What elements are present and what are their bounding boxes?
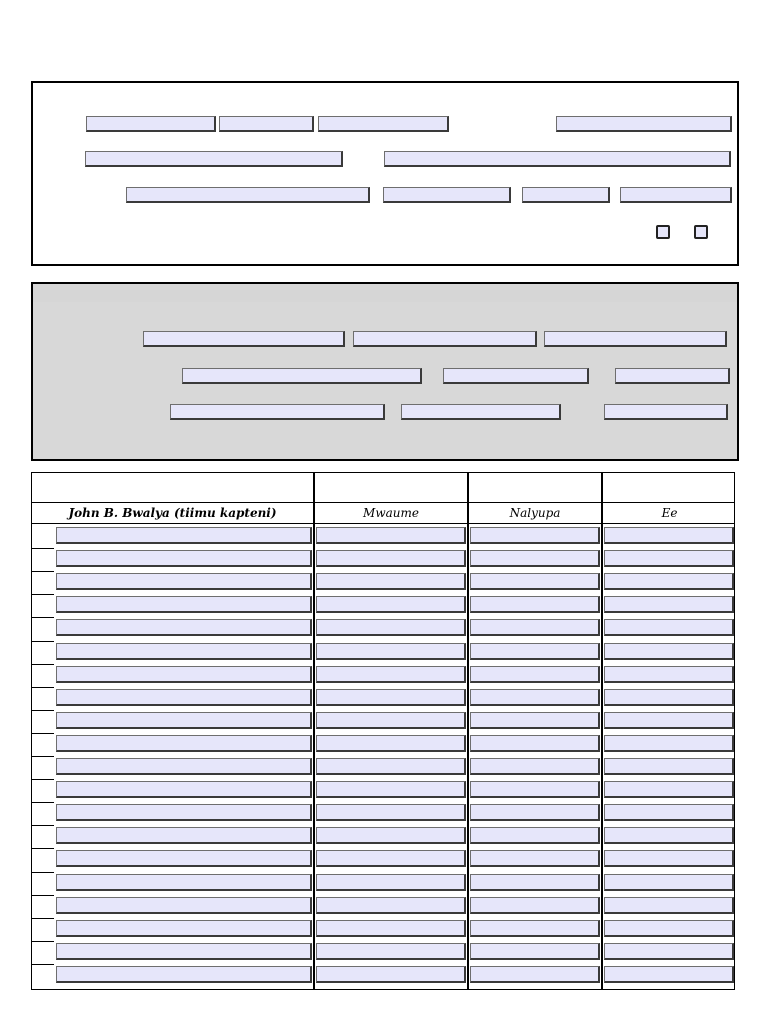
row-tick (32, 872, 54, 873)
table-cell-input[interactable] (470, 758, 600, 775)
table-row (32, 825, 734, 848)
text-field[interactable] (383, 187, 511, 203)
checkbox[interactable] (656, 225, 670, 239)
row-tick (32, 617, 54, 618)
table-cell-input[interactable] (604, 781, 734, 798)
table-cell-input[interactable] (56, 573, 312, 590)
text-field[interactable] (182, 368, 422, 384)
table-cell-input[interactable] (56, 758, 312, 775)
table-cell-input[interactable] (316, 874, 466, 891)
table-row (32, 710, 734, 733)
table-cell-input[interactable] (604, 827, 734, 844)
text-field[interactable] (384, 151, 731, 167)
table-cell-input[interactable] (470, 712, 600, 729)
table-cell-input[interactable] (56, 966, 312, 983)
table-cell-input[interactable] (316, 781, 466, 798)
section-2-header-bar (31, 282, 739, 304)
table-cell-input[interactable] (470, 666, 600, 683)
table-cell-input[interactable] (316, 897, 466, 914)
table-cell-input[interactable] (470, 527, 600, 544)
table-cell-input[interactable] (604, 897, 734, 914)
text-field[interactable] (401, 404, 561, 420)
table-row (32, 941, 734, 964)
table-cell-input[interactable] (316, 804, 466, 821)
row-tick (32, 802, 54, 803)
row-tick (32, 594, 54, 595)
column-header-name: John B. Bwalya (tiimu kapteni) (68, 506, 277, 520)
table-row (32, 802, 734, 825)
table-cell-input[interactable] (604, 550, 734, 567)
table-cell-input[interactable] (470, 689, 600, 706)
table-cell-input[interactable] (604, 666, 734, 683)
table-row (32, 964, 734, 987)
table-cell-input[interactable] (56, 666, 312, 683)
table-cell-input[interactable] (604, 966, 734, 983)
table-cell-input[interactable] (56, 712, 312, 729)
table-cell-input[interactable] (316, 827, 466, 844)
table-cell-input[interactable] (470, 643, 600, 660)
table-cell-input[interactable] (56, 897, 312, 914)
table-row (32, 664, 734, 687)
table-cell-input[interactable] (56, 781, 312, 798)
text-field[interactable] (126, 187, 370, 203)
table-cell-input[interactable] (470, 827, 600, 844)
table-cell-input[interactable] (604, 573, 734, 590)
table-cell-input[interactable] (470, 550, 600, 567)
row-tick (32, 733, 54, 734)
row-tick (32, 548, 54, 549)
table-cell-input[interactable] (604, 527, 734, 544)
table-row (32, 918, 734, 941)
row-tick (32, 825, 54, 826)
table-cell-input[interactable] (470, 619, 600, 636)
checkbox[interactable] (694, 225, 708, 239)
table-row (32, 571, 734, 594)
form-section-1 (31, 81, 739, 266)
table-cell-input[interactable] (56, 596, 312, 613)
table-row (32, 548, 734, 571)
table-cell-input[interactable] (470, 850, 600, 867)
table-cell-input[interactable] (470, 573, 600, 590)
table-row (32, 525, 734, 548)
table-cell-input[interactable] (604, 735, 734, 752)
row-tick (32, 571, 54, 572)
table-cell-input[interactable] (56, 827, 312, 844)
text-field[interactable] (353, 331, 537, 347)
table-row (32, 733, 734, 756)
table-cell-input[interactable] (604, 712, 734, 729)
table-cell-input[interactable] (604, 920, 734, 937)
table-cell-input[interactable] (604, 874, 734, 891)
table-cell-input[interactable] (56, 874, 312, 891)
table-row (32, 687, 734, 710)
text-field[interactable] (318, 116, 449, 132)
row-tick (32, 918, 54, 919)
table-cell-input[interactable] (316, 527, 466, 544)
text-field[interactable] (143, 331, 345, 347)
table-cell-input[interactable] (316, 735, 466, 752)
row-divider (32, 523, 734, 524)
text-field[interactable] (615, 368, 730, 384)
column-header-col3: Nalyupa (509, 506, 561, 520)
text-field[interactable] (443, 368, 589, 384)
text-field[interactable] (544, 331, 727, 347)
table-cell-input[interactable] (604, 758, 734, 775)
row-tick (32, 641, 54, 642)
table-cell-input[interactable] (604, 689, 734, 706)
row-tick (32, 848, 54, 849)
table-cell-input[interactable] (470, 874, 600, 891)
table-cell-input[interactable] (56, 689, 312, 706)
text-field[interactable] (86, 116, 216, 132)
row-tick (32, 964, 54, 965)
text-field[interactable] (219, 116, 314, 132)
table-cell-input[interactable] (56, 804, 312, 821)
table-cell-input[interactable] (316, 943, 466, 960)
table-cell-input[interactable] (56, 943, 312, 960)
table-cell-input[interactable] (470, 920, 600, 937)
table-cell-input[interactable] (470, 804, 600, 821)
row-tick (32, 779, 54, 780)
table-row (32, 872, 734, 895)
table-cell-input[interactable] (604, 943, 734, 960)
row-tick (32, 664, 54, 665)
table-cell-input[interactable] (470, 966, 600, 983)
table-cell-input[interactable] (316, 619, 466, 636)
column-header-col4: Ee (661, 506, 678, 520)
table-cell-input[interactable] (56, 619, 312, 636)
row-tick (32, 710, 54, 711)
table-row (32, 895, 734, 918)
form-section-2 (31, 302, 739, 461)
table-row (32, 594, 734, 617)
table-cell-input[interactable] (470, 596, 600, 613)
table-row (32, 779, 734, 802)
text-field[interactable] (604, 404, 728, 420)
table-cell-input[interactable] (604, 619, 734, 636)
row-tick (32, 756, 54, 757)
table-cell-input[interactable] (316, 758, 466, 775)
table-cell-input[interactable] (316, 573, 466, 590)
text-field[interactable] (556, 116, 732, 132)
table-cell-input[interactable] (604, 596, 734, 613)
table-cell-input[interactable] (56, 920, 312, 937)
table-cell-input[interactable] (470, 735, 600, 752)
table-cell-input[interactable] (316, 712, 466, 729)
table-cell-input[interactable] (316, 596, 466, 613)
table-row (32, 617, 734, 640)
table-cell-input[interactable] (316, 966, 466, 983)
table-row (32, 641, 734, 664)
table-cell-input[interactable] (604, 804, 734, 821)
table-cell-input[interactable] (56, 735, 312, 752)
row-tick (32, 687, 54, 688)
row-tick (32, 895, 54, 896)
text-field[interactable] (522, 187, 610, 203)
table-cell-input[interactable] (56, 643, 312, 660)
table-cell-input[interactable] (470, 943, 600, 960)
text-field[interactable] (620, 187, 732, 203)
team-table (31, 472, 735, 990)
table-cell-input[interactable] (56, 527, 312, 544)
column-header-col2: Mwaume (363, 506, 419, 520)
table-cell-input[interactable] (604, 850, 734, 867)
table-cell-input[interactable] (56, 850, 312, 867)
table-cell-input[interactable] (470, 897, 600, 914)
table-cell-input[interactable] (316, 550, 466, 567)
table-cell-input[interactable] (56, 550, 312, 567)
table-cell-input[interactable] (604, 643, 734, 660)
table-cell-input[interactable] (316, 850, 466, 867)
table-cell-input[interactable] (470, 781, 600, 798)
table-cell-input[interactable] (316, 666, 466, 683)
text-field[interactable] (85, 151, 343, 167)
table-cell-input[interactable] (316, 920, 466, 937)
table-cell-input[interactable] (316, 689, 466, 706)
row-tick (32, 941, 54, 942)
text-field[interactable] (170, 404, 385, 420)
table-row (32, 756, 734, 779)
table-cell-input[interactable] (316, 643, 466, 660)
table-row (32, 848, 734, 871)
